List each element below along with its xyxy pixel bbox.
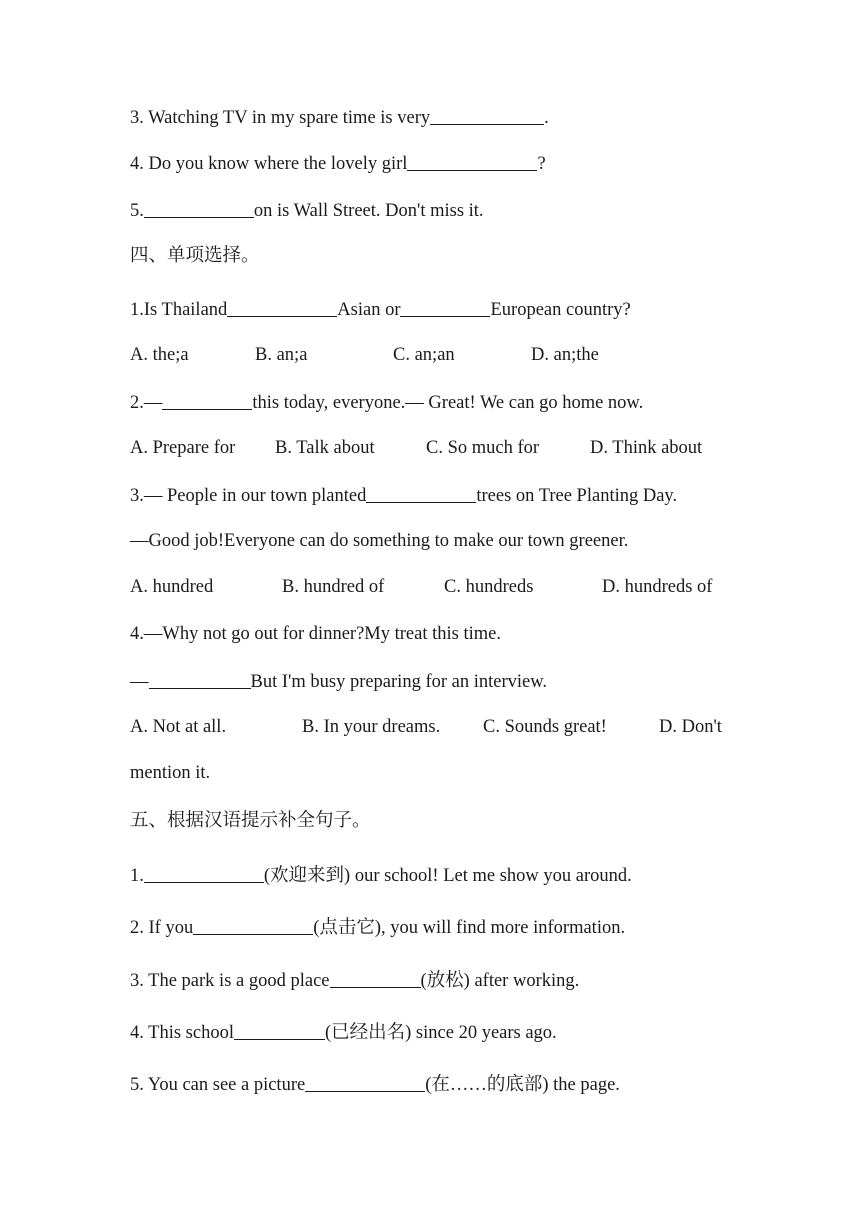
mc-options-4-wrap: mention it.: [130, 763, 211, 783]
option-c[interactable]: C. So much for: [426, 438, 540, 458]
option-c[interactable]: C. hundreds: [444, 577, 534, 597]
question-text: this today, everyone.— Great! We can go home now.: [252, 393, 644, 413]
question-text: (欢迎来到) our school! Let me show you around.: [263, 866, 632, 886]
question-text: 3. The park is a good place: [130, 971, 330, 991]
question-text: ?: [537, 154, 546, 174]
option-d[interactable]: D. an;the: [531, 345, 599, 365]
question-text: But I'm busy preparing for an interview.: [250, 672, 548, 692]
question-text: 5.: [130, 201, 144, 221]
question-text: (在……的底部) the page.: [425, 1075, 620, 1095]
translate-question-2: [130, 914, 625, 940]
mc-question-1: [130, 296, 631, 322]
translate-question-4: [130, 1019, 557, 1045]
mc-options-3: [130, 575, 712, 599]
question-text: 3. Watching TV in my spare time is very: [130, 108, 431, 128]
option-a[interactable]: A. hundred: [130, 577, 214, 597]
mc-options-2: [130, 436, 702, 460]
question-text: (已经出名) since 20 years ago.: [324, 1023, 557, 1043]
question-text: 3.— People in our town planted: [130, 486, 367, 506]
fill-blank-question-4: [130, 150, 546, 176]
mc-question-2: [130, 389, 643, 415]
question-text: 5. You can see a picture: [130, 1075, 306, 1095]
option-a[interactable]: A. Prepare for: [130, 438, 236, 458]
option-c[interactable]: C. Sounds great!: [483, 717, 607, 737]
translate-question-5: [130, 1071, 620, 1097]
mc-question-4-reply: [130, 668, 547, 694]
section-heading-multiple-choice: 四、单项选择。: [130, 246, 260, 266]
option-a[interactable]: A. the;a: [130, 345, 189, 365]
question-text: European country?: [490, 300, 631, 320]
answer-blank[interactable]: [330, 969, 421, 988]
question-text: Asian or: [337, 300, 401, 320]
mc-question-4: 4.—Why not go out for dinner?My treat this time.: [130, 624, 501, 644]
fill-blank-question-3: [130, 104, 549, 130]
option-b[interactable]: B. hundred of: [282, 577, 385, 597]
answer-blank[interactable]: [366, 484, 476, 503]
answer-blank[interactable]: [162, 391, 252, 410]
question-text: on is Wall Street. Don't miss it.: [253, 201, 484, 221]
answer-blank[interactable]: [430, 106, 544, 125]
option-b[interactable]: B. In your dreams.: [302, 717, 441, 737]
translate-question-3: [130, 967, 579, 993]
option-d[interactable]: D. Think about: [590, 438, 703, 458]
question-text: 1.: [130, 866, 144, 886]
answer-blank[interactable]: [149, 670, 251, 689]
translate-question-1: [130, 862, 632, 888]
question-text: (放松) after working.: [420, 971, 580, 991]
answer-blank[interactable]: [144, 864, 264, 883]
question-text: 1.Is Thailand: [130, 300, 228, 320]
answer-blank[interactable]: [144, 199, 254, 218]
question-text: trees on Tree Planting Day.: [476, 486, 678, 506]
option-d[interactable]: D. hundreds of: [602, 577, 713, 597]
option-b[interactable]: B. an;a: [255, 345, 308, 365]
option-d[interactable]: D. Don't: [659, 717, 722, 737]
fill-blank-question-5: [130, 197, 484, 223]
mc-question-3: [130, 482, 677, 508]
answer-blank[interactable]: [234, 1021, 325, 1040]
answer-blank[interactable]: [305, 1073, 425, 1092]
answer-blank[interactable]: [407, 152, 537, 171]
question-text: 2. If you: [130, 918, 194, 938]
section-heading-complete-sentences: 五、根据汉语提示补全句子。: [130, 811, 371, 831]
question-text: —: [130, 672, 149, 692]
mc-question-3-reply: —Good job!Everyone can do something to make our town greener.: [130, 531, 629, 551]
question-text: 2.—: [130, 393, 163, 413]
mc-options-1: [130, 343, 599, 367]
question-text: 4. This school: [130, 1023, 234, 1043]
option-a[interactable]: A. Not at all.: [130, 717, 227, 737]
option-c[interactable]: C. an;an: [393, 345, 455, 365]
option-b[interactable]: B. Talk about: [275, 438, 375, 458]
question-text: 4. Do you know where the lovely girl: [130, 154, 408, 174]
question-text: (点击它), you will find more information.: [313, 918, 626, 938]
question-text: .: [544, 108, 549, 128]
mc-options-4: [130, 715, 722, 739]
answer-blank[interactable]: [193, 916, 313, 935]
answer-blank[interactable]: [227, 298, 337, 317]
answer-blank[interactable]: [400, 298, 490, 317]
